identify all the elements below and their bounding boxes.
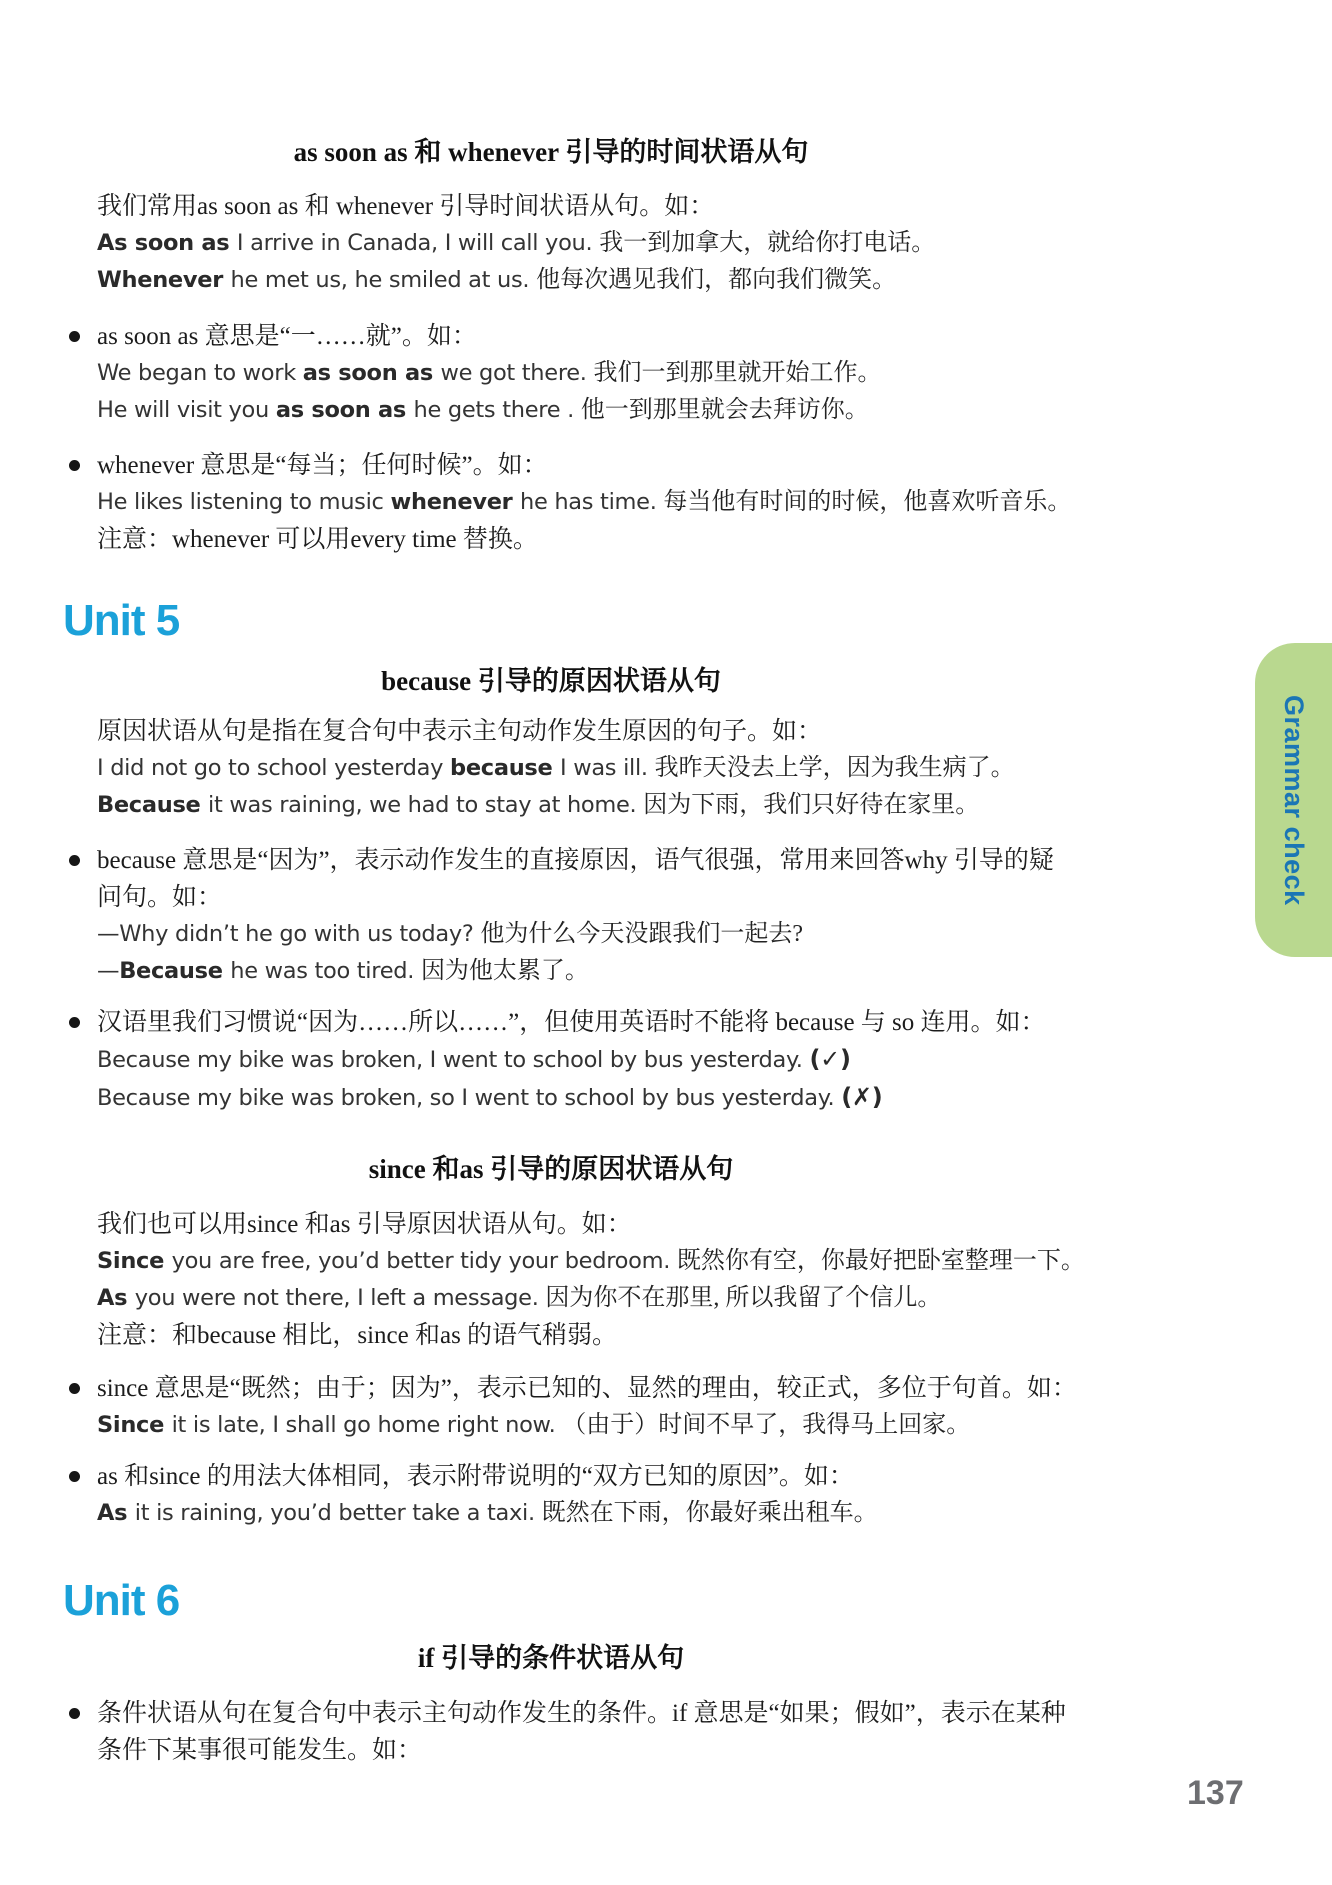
bullet-whenever xyxy=(97,447,1157,558)
bullet-dot-icon xyxy=(69,1017,80,1028)
bullet-because-meaning xyxy=(97,842,1157,990)
unit-6-heading: Unit 6 xyxy=(63,1576,180,1625)
unit-5-heading: Unit 5 xyxy=(63,596,180,645)
whenever-note: 注意：whenever 可以用every time 替换。 xyxy=(97,526,538,553)
whenever-definition: whenever 意思是“每当；任何时候”。如： xyxy=(97,452,548,479)
because-definition-line-2: 问句。如： xyxy=(97,884,223,911)
since-definition: since 意思是“既然；由于；因为”，表示已知的、显然的理由，较正式，多位于句首。如： xyxy=(97,1375,1077,1402)
because-qa-question: —Why didn’t he go with us today? 他为什么今天没跟我们一起去? xyxy=(97,921,803,947)
grammar-check-tab-label: Grammar check xyxy=(1279,694,1309,906)
section-title-since-as: since 和as 引导的原因状语从句 xyxy=(368,1154,734,1184)
since-example-2: As you were not there, I left a message. 因为你不在那里, 所以我留了个信儿。 xyxy=(97,1285,942,1311)
bullet-dot-icon xyxy=(69,331,80,342)
time-intro-line: 我们常用as soon as 和 whenever 引导时间状语从句。如： xyxy=(97,193,715,220)
time-example-1: As soon as I arrive in Canada, I will call you. 我一到加拿大，就给你打电话。 xyxy=(97,230,936,256)
bullet-dot-icon xyxy=(69,460,80,471)
page-number: 137 xyxy=(1187,1774,1244,1812)
because-example-1: I did not go to school yesterday because I was ill. 我昨天没去上学，因为我生病了。 xyxy=(97,755,1015,781)
because-definition-line-1: because 意思是“因为”，表示动作发生的直接原因，语气很强，常用来回答why 引导的疑 xyxy=(97,847,1054,874)
section-title-if: if 引导的条件状语从句 xyxy=(417,1643,685,1673)
bullet-dot-icon xyxy=(69,1471,80,1482)
since-note: 注意：和because 相比，since 和as 的语气稍弱。 xyxy=(97,1322,618,1349)
whenever-example-1: He likes listening to music whenever he has time. 每当他有时间的时候，他喜欢听音乐。 xyxy=(97,489,1072,515)
because-intro-line: 原因状语从句是指在复合句中表示主句动作发生原因的句子。如： xyxy=(97,718,823,745)
time-intro-block xyxy=(97,188,1157,299)
since-intro-block xyxy=(97,1206,1157,1354)
because-intro-block xyxy=(97,713,1157,824)
bullet-since-meaning xyxy=(97,1370,1157,1444)
if-definition-line-1: 条件状语从句在复合句中表示主句动作发生的条件。if 意思是“如果；假如”，表示在某种 xyxy=(97,1700,1066,1727)
because-so-rule: 汉语里我们习惯说“因为……所以……”，但使用英语时不能将 because 与 so 连用。如： xyxy=(97,1009,1046,1036)
time-example-2: Whenever he met us, he smiled at us. 他每次遇见我们，都向我们微笑。 xyxy=(97,267,897,293)
bullet-dot-icon xyxy=(69,1383,80,1394)
bullet-dot-icon xyxy=(69,855,80,866)
bullet-dot-icon xyxy=(69,1708,80,1719)
section-title-because: because 引导的原因状语从句 xyxy=(381,666,721,696)
because-so-correct-example: Because my bike was broken, I went to school by bus yesterday. (✓) xyxy=(97,1045,851,1073)
because-example-2: Because it was raining, we had to stay at home. 因为下雨，我们只好待在家里。 xyxy=(97,792,980,818)
because-qa-answer: —Because he was too tired. 因为他太累了。 xyxy=(97,958,589,984)
since-intro-line: 我们也可以用since 和as 引导原因状语从句。如： xyxy=(97,1211,632,1238)
bullet-if-clause xyxy=(97,1695,1157,1769)
section-title-time-clauses: as soon as 和 whenever 引导的时间状语从句 xyxy=(293,137,809,167)
bullet-as-meaning xyxy=(97,1458,1157,1532)
bullet-because-so xyxy=(97,1004,1157,1117)
as-definition-example: As it is raining, you’d better take a taxi. 既然在下雨，你最好乘出租车。 xyxy=(97,1500,878,1526)
grammar-check-tab xyxy=(1255,643,1332,957)
as-soon-as-example-2: He will visit you as soon as he gets there . 他一到那里就会去拜访你。 xyxy=(97,397,869,423)
as-soon-as-example-1: We began to work as soon as we got there. 我们一到那里就开始工作。 xyxy=(97,360,882,386)
because-so-wrong-example: Because my bike was broken, so I went to school by bus yesterday. (✗) xyxy=(97,1083,883,1111)
since-definition-example: Since it is late, I shall go home right now. （由于）时间不早了，我得马上回家。 xyxy=(97,1412,971,1438)
as-definition: as 和since 的用法大体相同，表示附带说明的“双方已知的原因”。如： xyxy=(97,1463,854,1490)
since-example-1: Since you are free, you’d better tidy your bedroom. 既然你有空，你最好把卧室整理一下。 xyxy=(97,1248,1085,1274)
if-definition-line-2: 条件下某事很可能发生。如： xyxy=(97,1737,423,1764)
as-soon-as-definition: as soon as 意思是“一……就”。如： xyxy=(97,323,477,350)
bullet-as-soon-as xyxy=(97,318,1157,429)
